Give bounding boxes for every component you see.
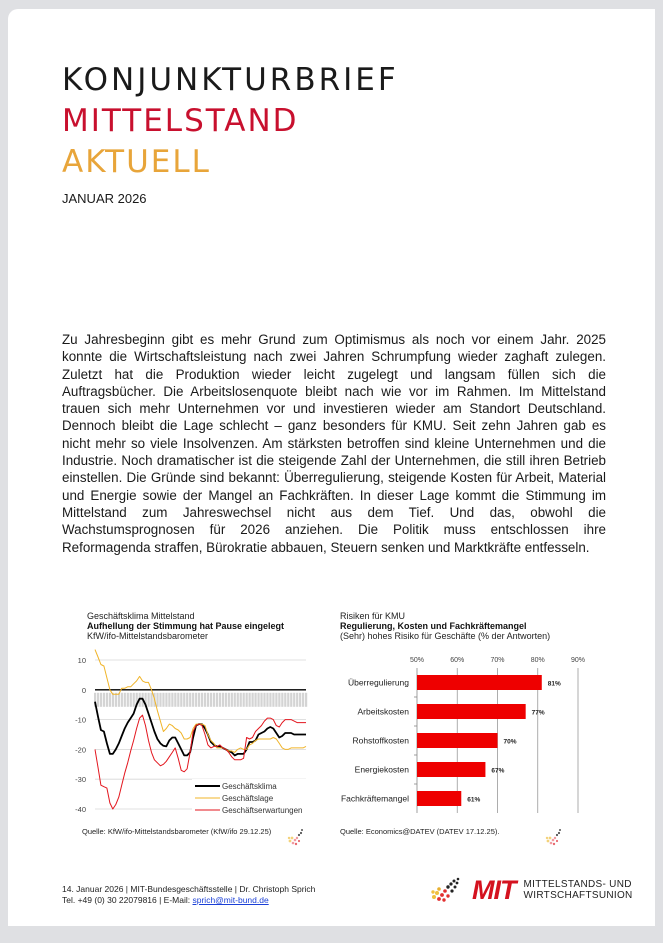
- y-tick-label: 10: [77, 656, 86, 665]
- issue-date: JANUAR 2026: [62, 191, 147, 206]
- bar-value-label: 67%: [491, 767, 505, 775]
- chart-legend: [192, 779, 308, 817]
- category-label: Arbeitskosten: [357, 706, 409, 717]
- x-axis-date-labels: [94, 693, 307, 707]
- category-label: Überregulierung: [348, 677, 409, 688]
- body-paragraph: Zu Jahresbeginn gibt es mehr Grund zum Optimismus als noch vor einem Jahr. 2025 konnte die Wirtschaftsleistung nach zwei Jahren Schrumpfung wieder zaghaft zulegen. Zuletzt hat die Produktion wieder leicht zugelegt und langsam füllen sich die Auftragsbücher. Die Arbeitslosenquote bleibt nach wie vor im Rahmen. Im Mittelstand trauen sich mehr Unternehmen vor und investieren wieder am Standort Deutschland. Dennoch bleibt die Lage schlecht – ganz besonders für KMU. Seit zehn Jahren gab es nicht mehr so viele Insolvenzen. Am stärksten betroffen sind kleine Unternehmen und die Industrie. Noch dramatischer ist die steigende Zahl der Unternehmen, die still ihren Betrieb einstellen. Die Gründe sind bekannt: Überregulierung, steigende Kosten für Arbeit, Material und Energie sowie der Mangel an Fachkräften. In dieser Lage kommt die Stimmung im Mittelstand zum Jahreswechsel nicht aus dem Tief. Und das, obwohl die Wachstumsprognosen für 2026 anziehen. Die Politik muss entschlossen ihre Reformagenda straffen, Bürokratie abbauen, Steuern senken und Marktkräfte entfesseln.: [62, 332, 606, 555]
- y-tick-label: -20: [75, 745, 86, 755]
- right-chart-header: [340, 611, 550, 641]
- left-chart-subtitle: KfW/ifo-Mittelstandsbarometer: [87, 631, 209, 641]
- title-mittelstand: MITTELSTAND: [62, 103, 299, 139]
- mit-logo-text: [524, 879, 633, 901]
- svg-text:Geschäftslage: Geschäftslage: [222, 794, 274, 803]
- y-tick-label: 0: [81, 685, 86, 695]
- title-aktuell: AKTUELL: [62, 144, 211, 180]
- mit-logo-line1: MITTELSTANDS- UND: [523, 879, 632, 890]
- y-tick-label: -30: [75, 775, 86, 785]
- left-chart-headline: Aufhellung der Stimmung hat Pause eingelegt: [87, 621, 285, 631]
- right-chart-kicker: Risiken für KMU: [340, 611, 406, 621]
- category-label: Rohstoffkosten: [352, 735, 409, 746]
- bar-value-label: 70%: [503, 738, 517, 746]
- bar-überregulierung: [417, 675, 542, 690]
- bar-energiekosten: [417, 762, 485, 777]
- mit-logo-line2: WIRTSCHAFTSUNION: [523, 890, 633, 901]
- mit-swoosh-icon: [285, 826, 307, 848]
- left-chart-kicker: Geschäftsklima Mittelstand: [87, 611, 195, 621]
- category-label: Energiekosten: [354, 764, 409, 775]
- x-tick-label: 50%: [409, 657, 425, 664]
- svg-text:Geschäftsklima: Geschäftsklima: [222, 782, 277, 791]
- footer-contact: [62, 884, 315, 906]
- x-tick-label: 70%: [490, 657, 505, 664]
- footer-line2: [62, 895, 315, 906]
- left-chart-header: [87, 611, 284, 641]
- email-link[interactable]: sprich@mit-bund.de: [192, 895, 269, 905]
- x-tick-label: 90%: [570, 657, 586, 664]
- series-line-geschäftsklima: [95, 699, 306, 756]
- x-tick-label: 80%: [530, 657, 545, 664]
- right-chart-source: Quelle: Economics@DATEV (DATEV 17.12.25).: [340, 827, 500, 836]
- bar-rohstoffkosten: [417, 733, 498, 748]
- bar-fachkräftemangel: [417, 791, 461, 806]
- footer-line1: 14. Januar 2026 | MIT-Bundesgeschäftsstelle | Dr. Christoph Sprich: [62, 884, 316, 894]
- svg-text:Geschäftserwartungen: Geschäftserwartungen: [222, 806, 303, 815]
- bar-arbeitskosten: [417, 704, 526, 719]
- bar-value-label: 77%: [531, 709, 545, 717]
- y-tick-label: -10: [75, 715, 86, 725]
- mit-wordmark: MIT: [472, 874, 516, 905]
- left-line-chart-plot: [60, 645, 322, 820]
- title-konjunkturbrief: KONJUNKTURBRIEF: [62, 62, 399, 98]
- category-label: Fachkräftemangel: [340, 793, 409, 804]
- mit-dots-icon: [430, 875, 468, 905]
- mit-swoosh-icon: [543, 826, 565, 848]
- x-tick-label: 60%: [450, 657, 465, 664]
- y-tick-label: -40: [75, 805, 86, 814]
- right-chart-headline: Regulierung, Kosten und Fachkräftemangel: [340, 621, 527, 631]
- bar-value-label: 61%: [467, 796, 481, 804]
- right-bar-chart: [330, 650, 610, 825]
- right-chart-subtitle: (Sehr) hohes Risiko für Geschäfte (% der Antworten): [340, 631, 551, 641]
- left-chart-source: Quelle: KfW/ifo-Mittelstandsbarometer (KfW/ifo 29.12.25): [82, 827, 272, 836]
- mit-logo: [430, 872, 633, 908]
- bar-value-label: 81%: [547, 680, 561, 688]
- footer-phone: Tel. +49 (0) 30 22079816 | E-Mail:: [62, 895, 193, 905]
